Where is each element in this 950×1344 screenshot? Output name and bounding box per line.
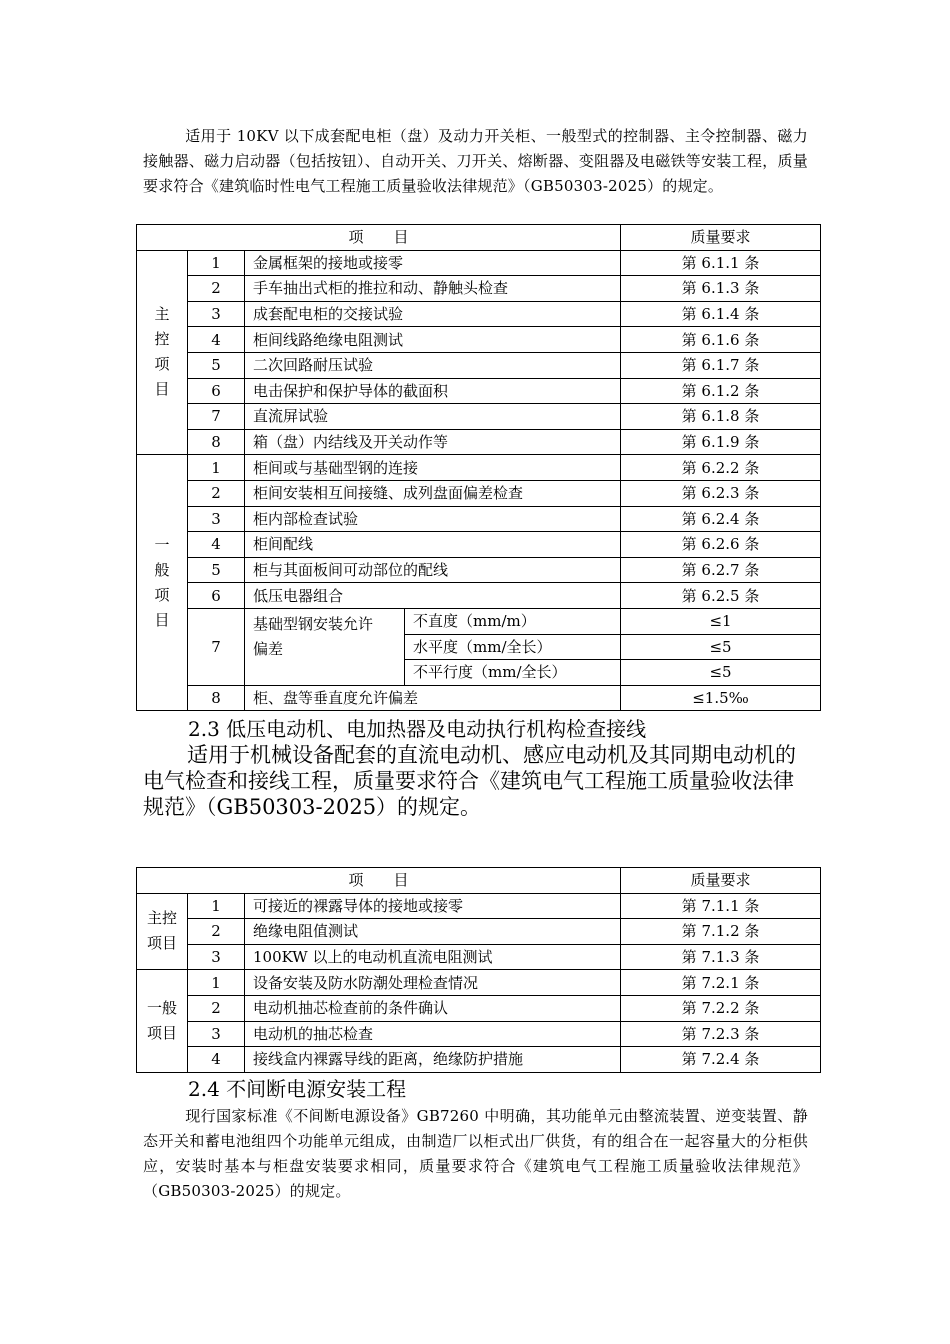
row-item: 手车抽出式柜的推拉和动、静触头检查: [245, 276, 621, 302]
header-item: 项 目: [137, 868, 621, 894]
table-row: [137, 1021, 821, 1047]
table-row: [137, 250, 821, 276]
row-number: 8: [188, 429, 245, 455]
table-row: [137, 532, 821, 558]
section-2-3-paragraph: [143, 742, 813, 820]
table-row: [137, 378, 821, 404]
table-row: [137, 429, 821, 455]
table-row: [137, 276, 821, 302]
general-items-label: 一般项目: [137, 455, 188, 711]
main-control-label: 主控项目: [137, 893, 188, 970]
table-row: [137, 352, 821, 378]
row-item: 电动机的抽芯检查: [245, 1021, 621, 1047]
quality-table-2: [136, 867, 821, 1073]
row-item: 可接近的裸露导体的接地或接零: [245, 893, 621, 919]
row-item: 电击保护和保护导体的截面积: [245, 378, 621, 404]
table-row: [137, 506, 821, 532]
row-number: 2: [188, 995, 245, 1021]
row-requirement: 第 7.1.3 条: [621, 944, 821, 970]
row-requirement: 第 6.2.5 条: [621, 583, 821, 609]
header-item: 项 目: [137, 225, 621, 251]
table-row: [137, 995, 821, 1021]
row-requirement: 第 7.1.1 条: [621, 893, 821, 919]
row-requirement: ≤1.5‰: [621, 685, 821, 711]
row-item: 柜内部检查试验: [245, 506, 621, 532]
row-item: 100KW 以上的电动机直流电阻测试: [245, 944, 621, 970]
row-number: 1: [188, 893, 245, 919]
sub-item: 不平行度（mm/全长）: [405, 660, 621, 686]
row-item: 基础型钢安装允许偏差: [245, 608, 405, 685]
row-number: 5: [188, 557, 245, 583]
row-number: 7: [188, 608, 245, 685]
row-item: 低压电器组合: [245, 583, 621, 609]
sub-item: 不直度（mm/m）: [405, 608, 621, 634]
row-number: 4: [188, 1047, 245, 1073]
sub-item: 水平度（mm/全长）: [405, 634, 621, 660]
row-requirement: 第 7.2.3 条: [621, 1021, 821, 1047]
row-number: 3: [188, 1021, 245, 1047]
row-requirement: 第 6.1.7 条: [621, 352, 821, 378]
row-requirement: 第 6.2.2 条: [621, 455, 821, 481]
table-row: [137, 301, 821, 327]
row-requirement: 第 6.1.8 条: [621, 404, 821, 430]
row-number: 2: [188, 276, 245, 302]
row-item: 柜、盘等垂直度允许偏差: [245, 685, 621, 711]
row-number: 3: [188, 506, 245, 532]
table-row: [137, 557, 821, 583]
row-number: 1: [188, 250, 245, 276]
section-2-3-paragraph-text: 适用于机械设备配套的直流电动机、感应电动机及其同期电动机的电气检查和接线工程，质量要求符合《建筑电气工程施工质量验收法律规范》（GB50303-2025）的规定。: [143, 743, 796, 819]
table-row: [137, 608, 821, 634]
section-2-4-paragraph-text: 现行国家标准《不间断电源设备》GB7260 中明确，其功能单元由整流装置、逆变装置、静态开关和蓄电池组四个功能单元组成，由制造厂以柜式出厂供货，有的组合在一起容量大的分柜供应，安装时基本与柜盘安装要求相同，质量要求符合《建筑电气工程施工质量验收法律规范》（GB50303-2025）的规定。: [143, 1107, 808, 1200]
table-row: [137, 919, 821, 945]
general-items-label: 一般项目: [137, 970, 188, 1072]
row-requirement: 第 6.1.3 条: [621, 276, 821, 302]
row-requirement: 第 6.2.3 条: [621, 480, 821, 506]
quality-table-1: [136, 224, 821, 711]
row-item: 成套配电柜的交接试验: [245, 301, 621, 327]
row-requirement: 第 6.1.4 条: [621, 301, 821, 327]
row-requirement: 第 6.2.4 条: [621, 506, 821, 532]
row-number: 6: [188, 583, 245, 609]
row-number: 4: [188, 327, 245, 353]
section-2-4-paragraph: [143, 1104, 808, 1204]
row-number: 6: [188, 378, 245, 404]
row-number: 3: [188, 944, 245, 970]
row-number: 3: [188, 301, 245, 327]
table-row: [137, 404, 821, 430]
table-header-row: [137, 225, 821, 251]
intro-paragraph: [143, 124, 808, 199]
row-number: 4: [188, 532, 245, 558]
sub-requirement: ≤5: [621, 660, 821, 686]
row-number: 1: [188, 970, 245, 996]
intro-paragraph-text: 适用于 10KV 以下成套配电柜（盘）及动力开关柜、一般型式的控制器、主令控制器、磁力接触器、磁力启动器（包括按钮）、自动开关、刀开关、熔断器、变阻器及电磁铁等安装工程，质量要求符合《建筑临时性电气工程施工质量验收法律规范》（GB50303-2025）的规定。: [143, 127, 808, 195]
row-item: 金属框架的接地或接零: [245, 250, 621, 276]
header-requirement: 质量要求: [621, 225, 821, 251]
row-requirement: 第 6.1.1 条: [621, 250, 821, 276]
section-heading-2-3: 2.3 低压电动机、电加热器及电动执行机构检查接线: [188, 717, 647, 741]
row-item: 柜与其面板间可动部位的配线: [245, 557, 621, 583]
table-row: [137, 480, 821, 506]
table-row: [137, 970, 821, 996]
row-number: 7: [188, 404, 245, 430]
section-heading-2-4: 2.4 不间断电源安装工程: [188, 1077, 407, 1101]
header-requirement: 质量要求: [621, 868, 821, 894]
row-item: 电动机抽芯检查前的条件确认: [245, 995, 621, 1021]
row-item: 柜间配线: [245, 532, 621, 558]
sub-requirement: ≤5: [621, 634, 821, 660]
row-number: 1: [188, 455, 245, 481]
row-requirement: 第 6.2.6 条: [621, 532, 821, 558]
row-requirement: 第 7.2.2 条: [621, 995, 821, 1021]
row-requirement: 第 7.2.1 条: [621, 970, 821, 996]
row-number: 8: [188, 685, 245, 711]
table-row: [137, 944, 821, 970]
table-row: [137, 685, 821, 711]
row-item: 二次回路耐压试验: [245, 352, 621, 378]
row-item: 箱（盘）内结线及开关动作等: [245, 429, 621, 455]
sub-requirement: ≤1: [621, 608, 821, 634]
row-requirement: 第 6.1.6 条: [621, 327, 821, 353]
row-requirement: 第 6.2.7 条: [621, 557, 821, 583]
row-item: 直流屏试验: [245, 404, 621, 430]
row-item: 接线盒内裸露导线的距离，绝缘防护措施: [245, 1047, 621, 1073]
row-item: 柜间线路绝缘电阻测试: [245, 327, 621, 353]
table-row: [137, 583, 821, 609]
table-row: [137, 893, 821, 919]
row-item: 绝缘电阻值测试: [245, 919, 621, 945]
main-control-label: 主控项目: [137, 250, 188, 455]
row-item: 柜间或与基础型钢的连接: [245, 455, 621, 481]
table-row: [137, 327, 821, 353]
table-row: [137, 455, 821, 481]
row-number: 2: [188, 919, 245, 945]
row-requirement: 第 6.1.2 条: [621, 378, 821, 404]
row-requirement: 第 6.1.9 条: [621, 429, 821, 455]
table-header-row: [137, 868, 821, 894]
row-requirement: 第 7.2.4 条: [621, 1047, 821, 1073]
row-number: 5: [188, 352, 245, 378]
row-number: 2: [188, 480, 245, 506]
row-item: 柜间安装相互间接缝、成列盘面偏差检查: [245, 480, 621, 506]
table-row: [137, 1047, 821, 1073]
row-requirement: 第 7.1.2 条: [621, 919, 821, 945]
row-item: 设备安装及防水防潮处理检查情况: [245, 970, 621, 996]
